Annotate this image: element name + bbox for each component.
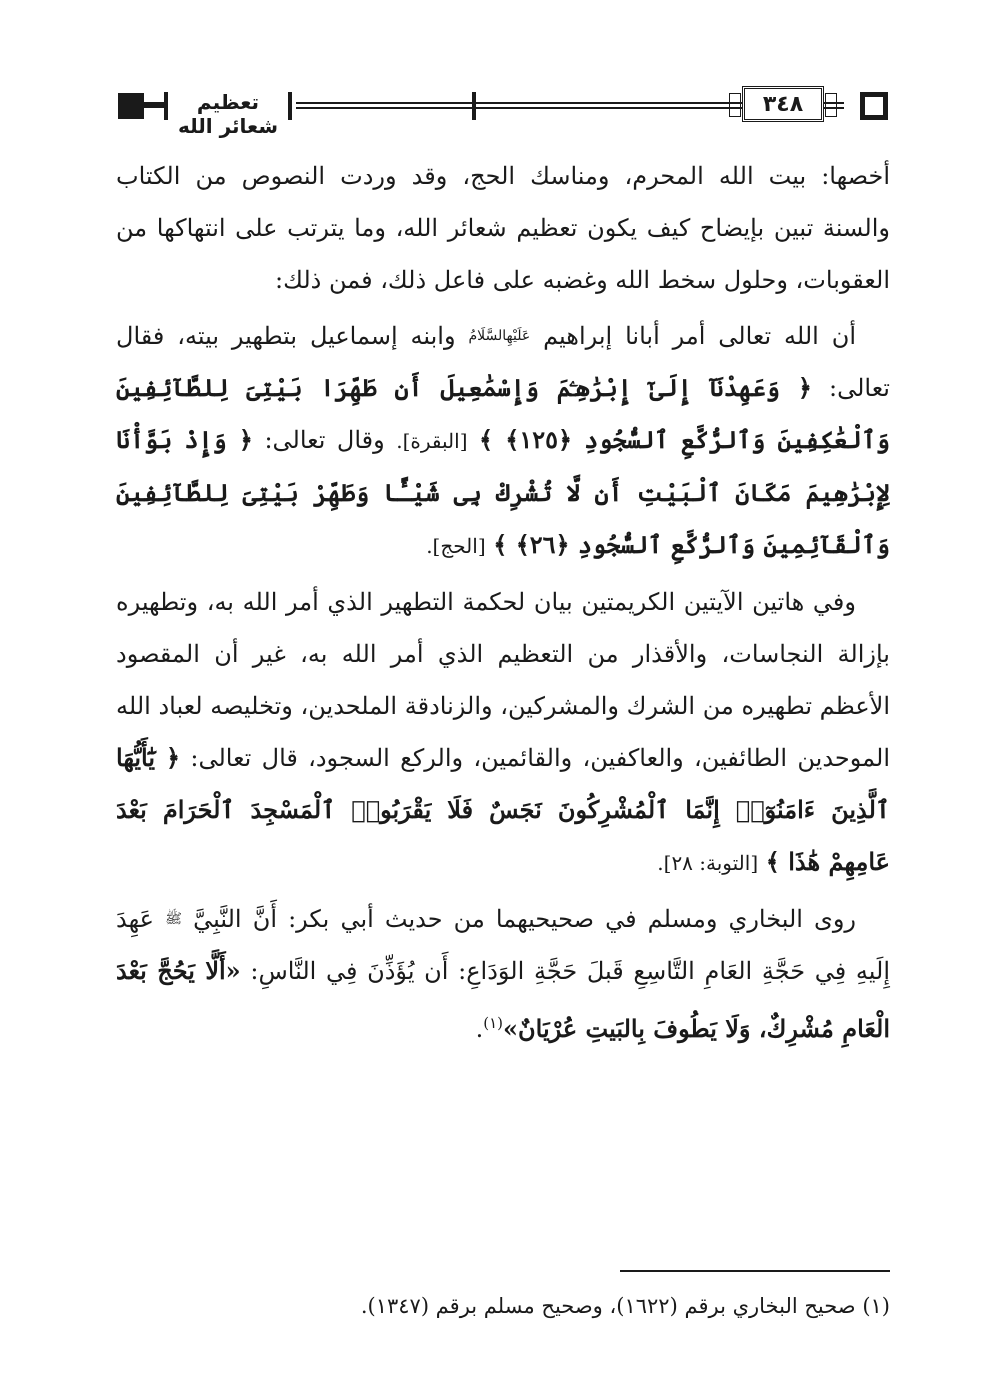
honorific-glyph: عَلَيْهِالسَّلَامُ bbox=[468, 328, 531, 344]
page-number: ٣٤٨ bbox=[762, 92, 804, 117]
book-title: تعظيم شعائر الله bbox=[177, 90, 279, 138]
quran-verse: ﴿ وَإِذْ بَوَّأْنَا لِإِبْرَٰهِيمَ مَكَانَ ٱلْبَيْتِ أَن لَّا تُشْرِكْ بِى شَيْـًٔا وَطَهِّرْ بَيْتِىَ لِلطَّآئِفِينَ وَٱلْقَآئِمِينَ وَٱلرُّكَّعِ ٱلسُّجُودِ ﴿٢٦﴾ ﴾ bbox=[116, 425, 890, 559]
footnote: (١) صحيح البخاري برقم (١٦٢٢)، وصحيح مسلم برقم (١٣٤٧). bbox=[360, 1294, 890, 1318]
paragraph bbox=[116, 893, 890, 1055]
footnote-separator bbox=[620, 1270, 890, 1272]
page-number-frame bbox=[742, 86, 824, 122]
paragraph-text: وقال تعالى: bbox=[264, 426, 385, 454]
quran-verse: ﴿ يَٰٓأَيُّهَا ٱلَّذِينَ ءَامَنُوٓا۟ إِنَّمَا ٱلْمُشْرِكُونَ نَجَسٌ فَلَا يَقْرَبُوا۟ ٱلْمَسْجِدَ ٱلْحَرَامَ بَعْدَ عَامِهِمْ هَٰذَا ﴾ bbox=[116, 743, 890, 876]
header-ornament-tick bbox=[164, 92, 168, 120]
paragraph bbox=[116, 576, 890, 889]
paragraph-text: وفي هاتين الآيتين الكريمتين بيان لحكمة التطهير الذي أمر الله به، وتطهيره بإزالة النجاسات، والأقذار من التعظيم الذي أمر الله به، غير أن المقصود الأعظم تطهيره من الشرك والمشركين، والزنادقة الملحدين، وتخليصه لعباد الله الموحدين الطائفين، والعاكفين، والقائمين، والركع السجود، قال تعالى: bbox=[116, 588, 891, 772]
header-ornament-tick bbox=[288, 92, 292, 120]
header-ornament-square-outline bbox=[860, 92, 888, 120]
verse-reference: [التوبة: ٢٨]. bbox=[657, 851, 759, 875]
verse-reference: [البقرة]. bbox=[396, 429, 468, 453]
paragraph-text: روى البخاري ومسلم في صحيحيهما من حديث أبي بكر: أَنَّ النَّبِيَّ bbox=[193, 905, 856, 933]
verse-reference: [الحج]. bbox=[426, 534, 486, 558]
header-rule bbox=[296, 102, 476, 109]
quran-verse: ﴿ وَعَهِدْنَآ إِلَىٰٓ إِبْرَٰهِـۧمَ وَإِسْمَٰعِيلَ أَن طَهِّرَا بَيْتِىَ لِلطَّآئِفِينَ وَٱلْعَٰكِفِينَ وَٱلرُّكَّعِ ٱلسُّجُودِ ﴿١٢٥﴾ ﴾ bbox=[116, 373, 890, 454]
page-body bbox=[116, 150, 890, 1059]
paragraph bbox=[116, 310, 890, 572]
hadith-quote: «أَلَّا يَحُجَّ بَعْدَ الْعَامِ مُشْرِكٌ، وَلَا يَطُوفَ بِالبَيتِ عُرْيَانٌ» bbox=[116, 956, 890, 1043]
paragraph-text: . bbox=[475, 1015, 484, 1043]
header-ornament-square bbox=[118, 93, 144, 119]
paragraph-text: وابنه إسماعيل بتطهير بيته، فقال تعالى: bbox=[116, 322, 890, 402]
honorific-glyph: ﷺ bbox=[165, 911, 183, 927]
paragraph-text: أخصها: بيت الله المحرم، ومناسك الحج، وقد وردت النصوص من الكتاب والسنة تبين بإيضاح كيف يكون تعظيم شعائر الله، وما يترتب على انتهاكها من العقوبات، وحلول سخط الله وغضبه على فاعل ذلك، فمن ذلك: bbox=[116, 162, 890, 294]
header-ornament-bar bbox=[144, 102, 164, 108]
paragraph bbox=[116, 150, 890, 306]
paragraph-text: عَهِدَ إِلَيهِ فِي حَجَّةِ العَامِ التَّاسِعِ قَبلَ حَجَّةِ الوَدَاعِ: أَن يُؤَذِّنَ فِي النَّاسِ: bbox=[116, 905, 890, 985]
page-header bbox=[118, 86, 888, 138]
footnote-marker: (١) bbox=[483, 1014, 503, 1032]
paragraph-text: أن الله تعالى أمر أبانا إبراهيم bbox=[543, 322, 856, 350]
